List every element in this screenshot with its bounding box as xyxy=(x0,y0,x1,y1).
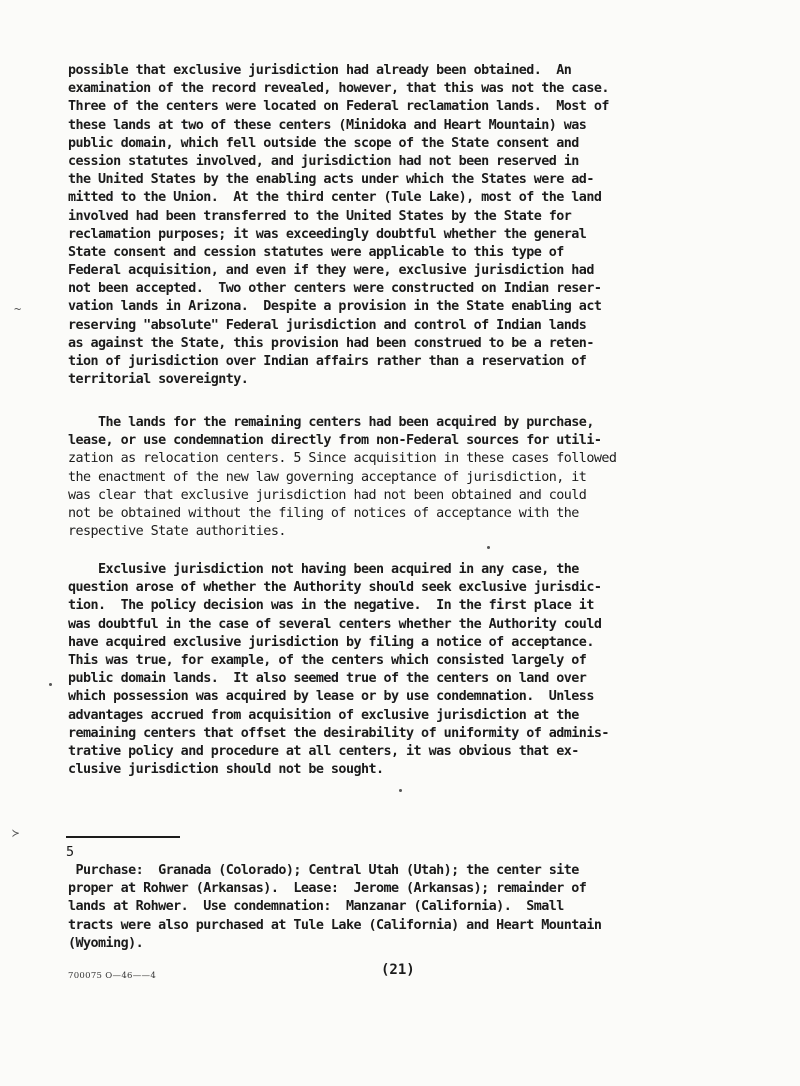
text-line: these lands at two of these centers (Minidoka and Heart Mountain) was xyxy=(68,117,587,133)
text-line: respective State authorities. xyxy=(68,524,286,540)
speck xyxy=(487,546,490,549)
text-line: question arose of whether the Authority should seek exclusive jurisdic- xyxy=(68,580,602,596)
text-line: Three of the centers were located on Federal reclamation lands. Most of xyxy=(68,99,609,115)
text-line: have acquired exclusive jurisdiction by filing a notice of acceptance. xyxy=(68,634,594,650)
text-line: was doubtful in the case of several centers whether the Authority could xyxy=(68,616,602,632)
footnote xyxy=(68,862,758,953)
text-line: advantages accrued from acquisition of exclusive jurisdiction at the xyxy=(68,707,579,723)
text-line: territorial sovereignty. xyxy=(68,372,249,388)
paragraph-federal-lands xyxy=(68,62,758,389)
page-number: (21) xyxy=(381,962,415,978)
text-line: public domain, which fell outside the scope of the State consent and xyxy=(68,135,579,151)
text-line: The lands for the remaining centers had been acquired by purchase, xyxy=(68,415,594,430)
footnote-divider xyxy=(66,836,180,838)
text-line: tion of jurisdiction over Indian affairs rather than a reservation of xyxy=(68,354,587,369)
text-line: trative policy and procedure at all centers, it was obvious that ex- xyxy=(68,743,579,759)
text-line: the enactment of the new law governing acceptance of jurisdiction, it xyxy=(68,469,587,485)
margin-mark: ~ xyxy=(14,302,22,316)
text-line: not be obtained without the filing of notices of acceptance with the xyxy=(68,505,579,521)
text-line: reclamation purposes; it was exceedingly doubtful whether the general xyxy=(68,226,587,242)
text-line: mitted to the Union. At the third center (Tule Lake), most of the land xyxy=(68,190,602,206)
text-line: proper at Rohwer (Arkansas). Lease: Jerome (Arkansas); remainder of xyxy=(68,881,587,897)
text-line: tion. The policy decision was in the negative. In the first place it xyxy=(68,598,594,614)
text-line: tracts were also purchased at Tule Lake (California) and Heart Mountain xyxy=(68,917,602,933)
text-line: which possession was acquired by lease or by use condemnation. Unless xyxy=(68,689,594,705)
text-line: involved had been transferred to the United States by the State for xyxy=(68,208,572,224)
text-line: vation lands in Arizona. Despite a provision in the State enabling act xyxy=(68,299,602,315)
text-line: public domain lands. It also seemed true of the centers on land over xyxy=(68,671,587,687)
footnote-marker: 5 xyxy=(66,845,75,860)
text-line: as against the State, this provision had been construed to be a reten- xyxy=(68,335,594,351)
text-line: the United States by the enabling acts under which the States were ad- xyxy=(68,172,594,188)
margin-mark: ≻ xyxy=(12,826,20,840)
text-line: This was true, for example, of the centers which consisted largely of xyxy=(68,652,587,668)
text-line: lease, or use condemnation directly from non-Federal sources for utili- xyxy=(68,433,602,449)
text-line: examination of the record revealed, however, that this was not the case. xyxy=(68,81,609,97)
text-line: cession statutes involved, and jurisdiction had not been reserved in xyxy=(68,153,579,169)
text-line: lands at Rohwer. Use condemnation: Manzanar (California). Small xyxy=(68,899,564,915)
text-line: Purchase: Granada (Colorado); Central Utah (Utah); the center site xyxy=(68,863,579,878)
text-line: clusive jurisdiction should not be sought. xyxy=(68,762,384,778)
text-line: zation as relocation centers. 5 Since acquisition in these cases followed xyxy=(68,451,617,467)
text-line: not been accepted. Two other centers were constructed on Indian reser- xyxy=(68,281,602,297)
text-line: was clear that exclusive jurisdiction had not been obtained and could xyxy=(68,487,587,503)
paragraph-acquired-lands xyxy=(68,414,758,541)
speck xyxy=(399,789,402,792)
text-line: reserving "absolute" Federal jurisdiction and control of Indian lands xyxy=(68,317,587,333)
text-line: Exclusive jurisdiction not having been acquired in any case, the xyxy=(68,562,579,577)
speck xyxy=(49,683,52,686)
text-line: remaining centers that offset the desirability of uniformity of adminis- xyxy=(68,725,609,741)
paragraph-policy-decision xyxy=(68,561,758,779)
text-line: Federal acquisition, and even if they were, exclusive jurisdiction had xyxy=(68,263,594,279)
text-line: (Wyoming). xyxy=(68,935,144,951)
printer-code: 700075 O—46——4 xyxy=(68,971,157,981)
text-line: possible that exclusive jurisdiction had already been obtained. An xyxy=(68,63,572,78)
text-line: State consent and cession statutes were applicable to this type of xyxy=(68,244,564,260)
